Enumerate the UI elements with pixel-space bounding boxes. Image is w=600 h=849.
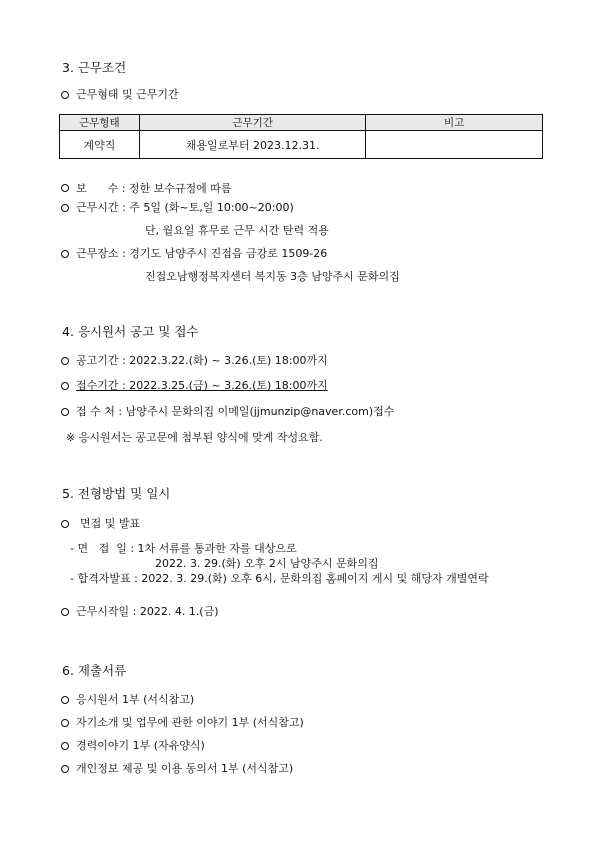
bullet-circle-icon — [61, 184, 69, 192]
place-detail: 진접오남행정복지센터 복지동 3층 남양주시 문화의집 — [145, 270, 400, 283]
list-item: 자기소개 및 업무에 관한 이야기 1부 (서식참고) — [76, 716, 304, 729]
receipt-place-line: 접 수 처 : 남양주시 문화의집 이메일(jjmunzip@naver.com)접수 — [76, 405, 395, 418]
bullet-circle-icon — [61, 719, 69, 727]
bullet-circle-icon — [61, 765, 69, 773]
place-line: 근무장소 : 경기도 남양주시 진접읍 금강로 1509-26 — [76, 247, 328, 260]
bullet-circle-icon — [61, 608, 69, 616]
table-row — [60, 131, 543, 159]
bullet-circle-icon — [61, 408, 69, 416]
bullet-circle-icon — [61, 204, 69, 212]
interview-line: - 면 접 일 : 1차 서류를 통과한 자를 대상으로 — [70, 542, 297, 555]
employment-type-heading: 근무형태 및 근무기간 — [76, 88, 179, 101]
hours-note: 단, 월요일 휴무로 근무 시간 탄력 적용 — [145, 224, 329, 237]
table-cell-period: 채용일로부터 2023.12.31. — [139, 131, 366, 159]
table-header-type: 근무형태 — [60, 115, 140, 131]
table-header-row — [60, 115, 543, 131]
list-item: 응시원서 1부 (서식참고) — [76, 693, 195, 706]
bullet-circle-icon — [61, 250, 69, 258]
notice-period-line: 공고기간 : 2022.3.22.(화) ~ 3.26.(토) 18:00까지 — [76, 354, 328, 367]
table-cell-type: 계약직 — [60, 131, 140, 159]
bullet-circle-icon — [61, 742, 69, 750]
pay-line: 보 수 : 정한 보수규정에 따름 — [76, 182, 232, 195]
employment-table — [59, 114, 543, 159]
section-4-title: 4. 응시원서 공고 및 접수 — [62, 324, 199, 339]
table-header-period: 근무기간 — [139, 115, 366, 131]
table-header-remark: 비고 — [366, 115, 543, 131]
section-6-title: 6. 제출서류 — [62, 663, 127, 678]
bullet-circle-icon — [61, 520, 69, 528]
hours-line: 근무시간 : 주 5일 (화~토,일 10:00~20:00) — [76, 201, 294, 214]
list-item: 경력이야기 1부 (자유양식) — [76, 739, 205, 752]
table-cell-remark — [366, 131, 543, 159]
bullet-circle-icon — [61, 91, 69, 99]
receipt-period-line: 접수기간 : 2022.3.25.(금) ~ 3.26.(토) 18:00까지 — [76, 379, 328, 392]
start-date-line: 근무시작일 : 2022. 4. 1.(금) — [76, 605, 219, 618]
application-note: ※ 응시원서는 공고문에 첨부된 양식에 맞게 작성요함. — [66, 431, 323, 444]
result-line: - 합격자발표 : 2022. 3. 29.(화) 오후 6시, 문화의집 홈페이지 게시 및 해당자 개별연락 — [70, 572, 489, 585]
interview-date: 2022. 3. 29.(화) 오후 2시 남양주시 문화의집 — [155, 557, 379, 570]
section-5-title: 5. 전형방법 및 일시 — [62, 486, 171, 501]
bullet-circle-icon — [61, 696, 69, 704]
section-3-title: 3. 근무조건 — [62, 60, 127, 75]
bullet-circle-icon — [61, 382, 69, 390]
interview-heading: 면접 및 발표 — [80, 517, 141, 530]
bullet-circle-icon — [61, 357, 69, 365]
list-item: 개인정보 제공 및 이용 동의서 1부 (서식참고) — [76, 762, 294, 775]
